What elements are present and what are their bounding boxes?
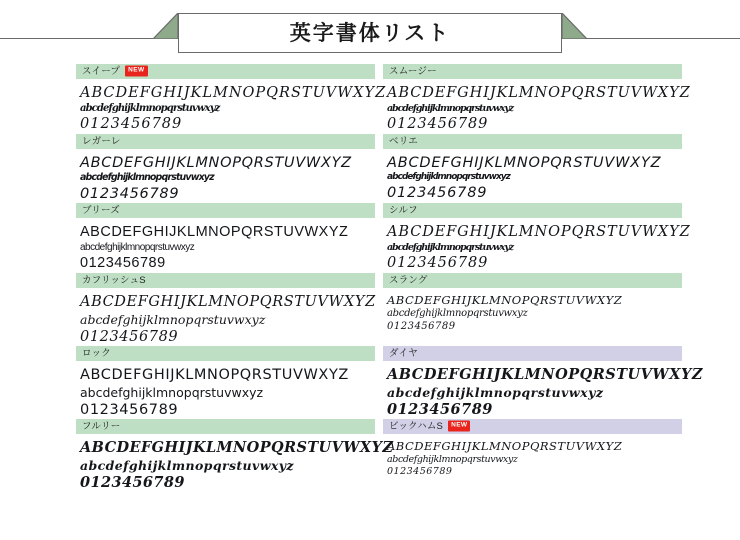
font-cell[interactable]: [76, 134, 375, 203]
specimen-digits: 0123456789: [387, 466, 453, 478]
specimen-lowercase: abcdefghijklmnopqrstuvwxyz: [387, 384, 604, 400]
font-specimen: [383, 434, 682, 478]
specimen-digits: 0123456789: [80, 255, 166, 272]
font-label-bar: [76, 134, 375, 149]
font-cell[interactable]: [76, 64, 387, 134]
font-label-bar: [383, 64, 682, 79]
specimen-lowercase: abcdefghijklmnopqrstuvwxyz: [80, 172, 214, 184]
font-name-label: ロック: [82, 347, 111, 359]
specimen-digits: 0123456789: [387, 184, 488, 201]
specimen-uppercase: ABCDEFGHIJKLMNOPQRSTUVWXYZ: [80, 367, 349, 384]
specimen-lowercase: abcdefghijklmnopqrstuvwxyz: [80, 311, 266, 327]
banner-flag-right-icon: [562, 13, 587, 39]
font-label-bar: [76, 273, 375, 288]
font-label-bar: [383, 203, 682, 218]
specimen-uppercase: ABCDEFGHIJKLMNOPQRSTUVWXYZ: [80, 154, 352, 171]
font-name-label: ビックハムS: [389, 420, 444, 432]
specimen-digits: 0123456789: [387, 115, 489, 132]
font-label-bar: [76, 419, 375, 434]
specimen-uppercase: ABCDEFGHIJKLMNOPQRSTUVWXYZ: [387, 85, 691, 101]
font-specimen: [76, 434, 394, 492]
font-specimen: [76, 149, 375, 203]
specimen-digits: 0123456789: [80, 401, 179, 418]
specimen-digits: 0123456789: [80, 185, 180, 202]
font-specimen: [383, 79, 691, 133]
font-cell[interactable]: [383, 419, 682, 492]
font-specimen: [76, 288, 375, 346]
font-label-bar: [76, 203, 375, 218]
specimen-digits: 0123456789: [387, 320, 456, 332]
specimen-lowercase: abcdefghijklmnopqrstuvwxyz: [80, 102, 220, 114]
font-specimen: [383, 218, 691, 272]
specimen-lowercase: abcdefghijklmnopqrstuvwxyz: [387, 453, 518, 465]
font-row: [0, 64, 740, 134]
font-name-label: ベリエ: [389, 135, 418, 147]
font-label-bar: [383, 273, 682, 288]
new-badge: NEW: [125, 66, 147, 77]
specimen-uppercase: ABCDEFGHIJKLMNOPQRSTUVWXYZ: [387, 224, 691, 241]
font-cell[interactable]: [383, 134, 682, 203]
font-name-label: スラング: [389, 274, 428, 286]
font-name-label: シルフ: [389, 204, 418, 216]
font-specimen: [383, 361, 703, 419]
font-specimen: [383, 288, 682, 333]
page-banner: [0, 0, 740, 64]
specimen-lowercase: abcdefghijklmnopqrstuvwxyz: [387, 102, 514, 114]
specimen-uppercase: ABCDEFGHIJKLMNOPQRSTUVWXYZ: [387, 366, 703, 384]
font-name-label: フルリー: [82, 420, 121, 432]
specimen-uppercase: ABCDEFGHIJKLMNOPQRSTUVWXYZ: [80, 85, 387, 101]
specimen-lowercase: abcdefghijklmnopqrstuvwxyz: [387, 241, 514, 253]
font-cell[interactable]: [383, 346, 703, 419]
font-label-bar: [383, 419, 682, 434]
specimen-lowercase: abcdefghijklmnopqrstuvwxyz: [387, 307, 528, 319]
font-cell[interactable]: [76, 419, 394, 492]
specimen-digits: 0123456789: [387, 400, 493, 418]
font-label-bar: [76, 346, 375, 361]
font-name-label: スムージー: [389, 65, 437, 77]
font-list: [0, 64, 740, 492]
font-specimen: [76, 218, 375, 273]
font-name-label: ダイヤ: [389, 347, 418, 359]
font-cell[interactable]: [76, 273, 375, 346]
banner-title-box: [178, 13, 562, 53]
font-name-label: ブリーズ: [82, 204, 120, 216]
specimen-digits: 0123456789: [80, 116, 183, 133]
font-cell[interactable]: [383, 64, 691, 134]
specimen-digits: 0123456789: [80, 328, 179, 345]
new-badge: NEW: [448, 421, 470, 432]
specimen-lowercase: abcdefghijklmnopqrstuvwxyz: [387, 172, 510, 183]
font-cell[interactable]: [383, 273, 682, 346]
specimen-uppercase: ABCDEFGHIJKLMNOPQRSTUVWXYZ: [387, 439, 623, 454]
font-name-label: カフリッシュS: [82, 274, 146, 286]
font-name-label: レガーレ: [82, 135, 121, 147]
font-row: [0, 134, 740, 203]
font-cell[interactable]: [76, 346, 375, 419]
specimen-uppercase: ABCDEFGHIJKLMNOPQRSTUVWXYZ: [80, 294, 376, 311]
specimen-uppercase: ABCDEFGHIJKLMNOPQRSTUVWXYZ: [387, 293, 623, 308]
page-title: 英字書体リスト: [289, 21, 451, 45]
specimen-digits: 0123456789: [80, 473, 185, 491]
banner-flag-left-icon: [153, 13, 178, 39]
font-label-bar: [383, 346, 682, 361]
specimen-uppercase: ABCDEFGHIJKLMNOPQRSTUVWXYZ: [80, 439, 394, 457]
font-cell[interactable]: [383, 203, 691, 273]
specimen-lowercase: abcdefghijklmnopqrstuvwxyz: [80, 457, 294, 473]
font-row: [0, 419, 740, 492]
font-specimen: [76, 361, 375, 419]
specimen-digits: 0123456789: [387, 254, 489, 271]
font-row: [0, 346, 740, 419]
font-row: [0, 273, 740, 346]
specimen-lowercase: abcdefghijklmnopqrstuvwxyz: [80, 241, 195, 253]
font-specimen: [76, 79, 387, 134]
font-label-bar: [383, 134, 682, 149]
font-cell[interactable]: [76, 203, 375, 273]
font-specimen: [383, 149, 682, 203]
font-name-label: スイープ: [82, 65, 121, 77]
specimen-uppercase: ABCDEFGHIJKLMNOPQRSTUVWXYZ: [80, 224, 349, 241]
specimen-lowercase: abcdefghijklmnopqrstuvwxyz: [80, 384, 264, 400]
specimen-uppercase: ABCDEFGHIJKLMNOPQRSTUVWXYZ: [387, 154, 662, 171]
font-row: [0, 203, 740, 273]
font-label-bar: [76, 64, 375, 79]
